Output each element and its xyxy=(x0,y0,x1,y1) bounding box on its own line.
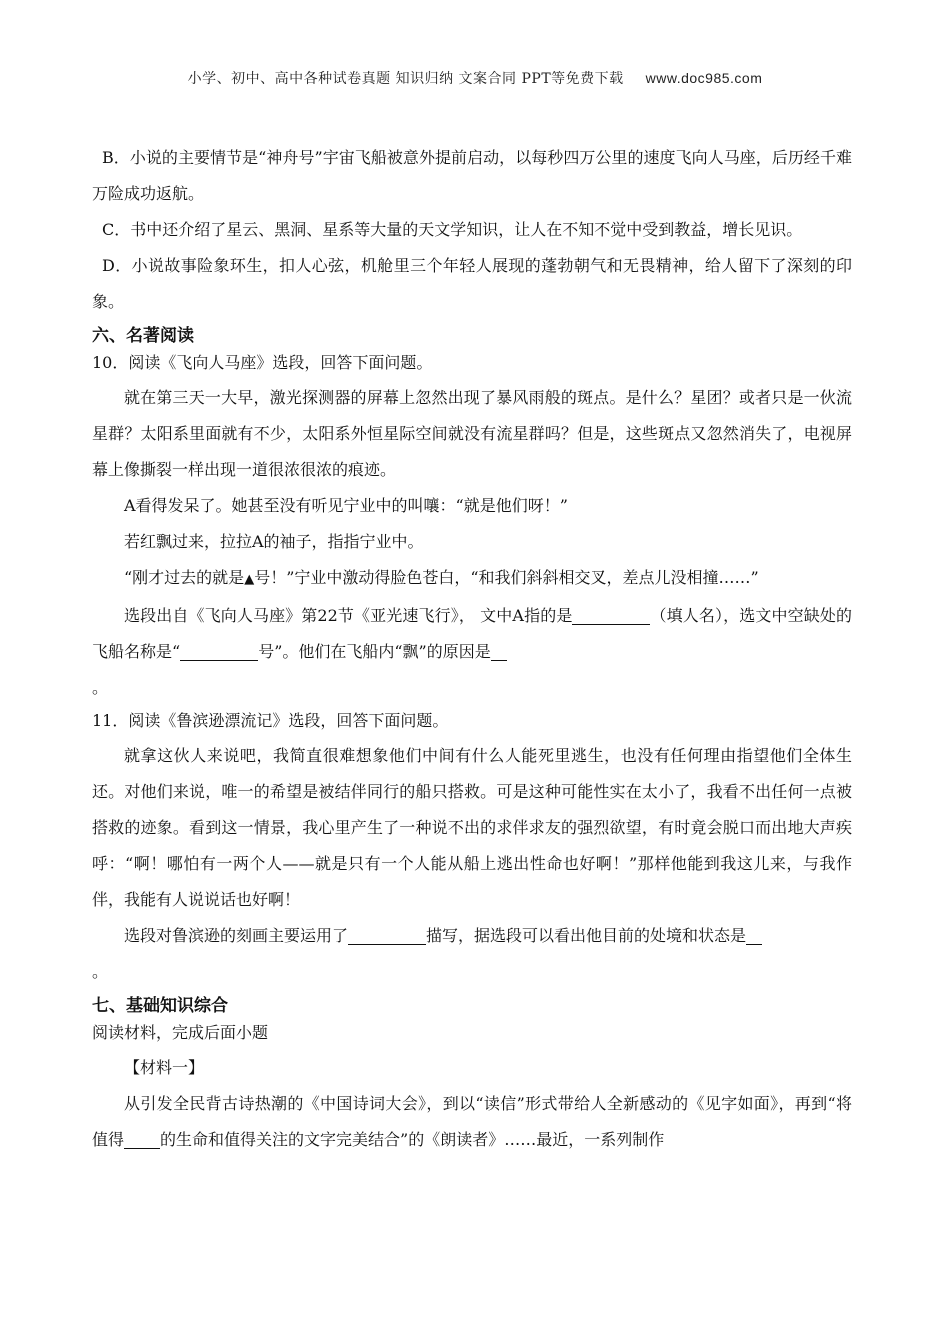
material-1-text xyxy=(92,1086,852,1158)
q11-question xyxy=(92,918,852,954)
triangle-marker: ▲ xyxy=(244,572,255,587)
answer-blank-ship[interactable] xyxy=(180,642,258,661)
quote-part-a: “刚才过去的就是 xyxy=(124,568,245,587)
option-c: C．书中还介绍了星云、黑洞、星系等大量的天文学知识，让人在不知不觉中受到教益，增长见识。 xyxy=(102,220,803,239)
q10-passage-1: 就在第三天一大早，激光探测器的屏幕上忽然出现了暴风雨般的斑点。是什么？星团？或者只是一伙流星群？太阳系里面就有不少，太阳系外恒星际空间就没有流星群吗？但是，这些斑点又忽然消失了，电视屏幕上像撕裂一样出现一道很浓很浓的痕迹。 xyxy=(92,388,852,479)
q10-passage-4 xyxy=(92,560,852,598)
section-7-title: 七、基础知识综合 xyxy=(92,996,228,1016)
answer-blank-method[interactable] xyxy=(348,926,426,945)
section-7-intro: 阅读材料，完成后面小题 xyxy=(92,1023,269,1042)
q11-passage: 就拿这伙人来说吧，我简直很难想象他们中间有什么人能死里逃生，也没有任何理由指望他们全体生还。对他们来说，唯一的希望是被结伴同行的船只搭救。可是这种可能性实在太小了，我看不出任何一点被搭救的迹象。看到这一情景，我心里产生了一种说不出的求伴求友的强烈欲望，有时竟会脱口而出地大声疾呼：“啊！哪怕有一两个人——就是只有一个人能从船上逃出性命也好啊！”那样他能到我这儿来，与我作伴，我能有人说说话也好啊！ xyxy=(92,746,852,909)
q11-question-end: 。 xyxy=(92,962,109,981)
q10-passage-2: A看得发呆了。她甚至没有听见宁业中的叫嚷：“就是他们呀！” xyxy=(124,496,568,515)
material-label: 【材料一】 xyxy=(124,1058,205,1077)
q11-question-part-2: 描写，据选段可以看出他目前的处境和状态是 xyxy=(426,926,747,945)
quote-part-b: 号！”宁业中激动得脸色苍白，“和我们斜斜相交叉，差点儿没相撞……” xyxy=(254,568,759,587)
section-6-title: 六、名著阅读 xyxy=(92,326,194,346)
header-url[interactable]: www.doc985.com xyxy=(645,70,763,86)
option-b: B．小说的主要情节是“神舟号”宇宙飞船被意外提前启动，以每秒四万公里的速度飞向人马座，后历经千难万险成功返航。 xyxy=(92,148,852,203)
q10-question xyxy=(92,598,852,670)
material-part-b: 的生命和值得关注的文字完美结合”的《朗读者》……最近，一系列制作 xyxy=(160,1130,665,1149)
header-text: 小学、初中、高中各种试卷真题 知识归纳 文案合同 PPT等免费下载 xyxy=(187,71,624,87)
q10-question-part-2: （填人名），选文中空缺处的飞船名称是“ xyxy=(92,606,852,661)
option-d: D．小说故事险象环生，扣人心弦，机舱里三个年轻人展现的蓬勃朝气和无畏精神，给人留下了深刻的印象。 xyxy=(92,256,852,311)
q11-question-part-1: 选段对鲁滨逊的刻画主要运用了 xyxy=(124,926,349,945)
q10-passage-3: 若红飘过来，拉拉A的袖子，指指宁业中。 xyxy=(124,532,424,551)
answer-blank-name[interactable] xyxy=(572,606,650,625)
answer-blank-reason[interactable] xyxy=(491,642,507,661)
q10-question-end: 。 xyxy=(92,678,109,697)
page-header xyxy=(0,68,950,88)
q10-question-part-1: 选段出自《飞向人马座》第22节《亚光速飞行》， 文中A指的是 xyxy=(124,606,573,625)
q10-question-part-3: 号”。他们在飞船内“飘”的原因是 xyxy=(258,642,491,661)
q11-prompt: 11．阅读《鲁滨逊漂流记》选段，回答下面问题。 xyxy=(92,711,449,730)
q10-prompt: 10．阅读《飞向人马座》选段，回答下面问题。 xyxy=(92,353,433,372)
document-body xyxy=(92,140,852,1158)
answer-blank-state[interactable] xyxy=(746,926,762,945)
material-part-a: 从引发全民背古诗热潮的《中国诗词大会》，到以“读信”形式带给人全新感动的《见字如面》，再到“将值得 xyxy=(92,1094,852,1149)
answer-blank-material[interactable] xyxy=(124,1130,160,1149)
